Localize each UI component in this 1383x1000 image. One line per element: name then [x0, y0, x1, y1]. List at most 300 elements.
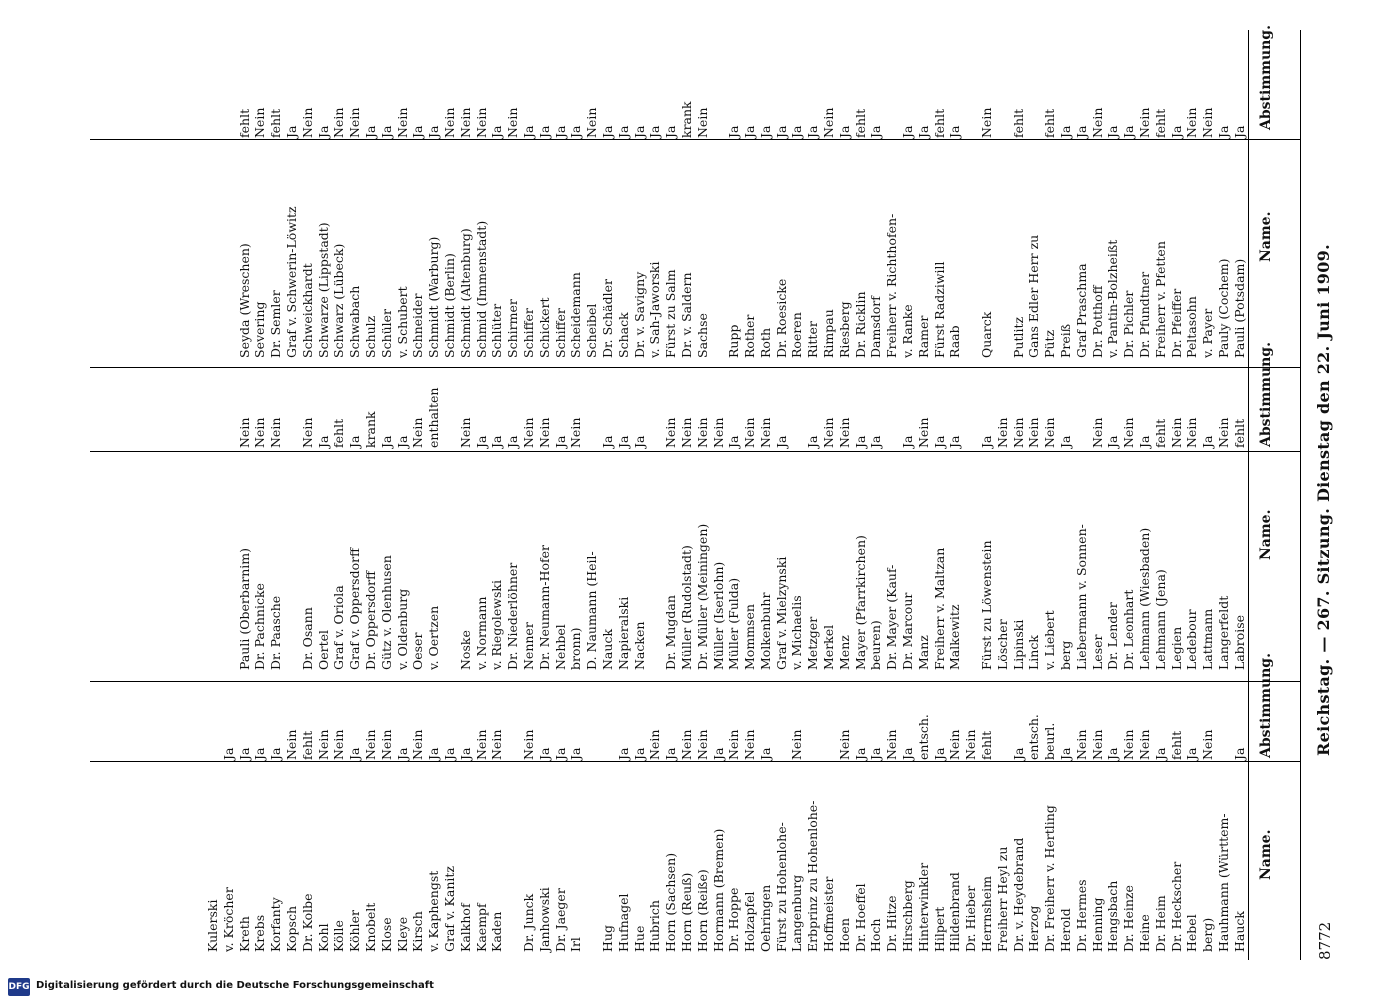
member-vote: Nein	[457, 107, 473, 138]
member-row	[805, 58, 821, 358]
member-vote: Nein	[947, 729, 963, 760]
member-vote: Nein	[331, 729, 347, 760]
member-name: Henning	[1089, 897, 1105, 952]
member-row	[1011, 370, 1027, 670]
member-name: v. Riegolewski	[489, 580, 505, 670]
col2-vote-header: Abstimmung.	[1258, 342, 1274, 447]
member-vote: Ja	[915, 125, 931, 138]
member-name: Graf v. Oppersdorff	[347, 548, 363, 670]
member-row	[331, 370, 347, 670]
member-row	[505, 58, 521, 358]
member-vote: Nein	[315, 729, 331, 760]
member-vote: Ja	[726, 125, 742, 138]
member-row	[1169, 682, 1185, 952]
member-name: Manz	[915, 635, 931, 670]
member-name: Dr. Hermes	[1073, 879, 1089, 952]
member-name: Freiherr v. Pfetten	[1152, 241, 1168, 358]
member-row	[442, 58, 458, 358]
member-row	[316, 370, 332, 670]
member-row	[979, 58, 995, 358]
member-name: Schulz	[362, 315, 378, 358]
member-vote: Nein	[362, 729, 378, 760]
member-vote: Ja	[505, 435, 521, 448]
member-row	[1184, 58, 1200, 358]
member-vote: Nein	[473, 729, 489, 760]
member-row	[221, 682, 237, 952]
member-name: Oeser	[410, 632, 426, 670]
member-vote: fehlt	[236, 108, 252, 138]
member-row	[300, 682, 316, 952]
member-vote: Ja	[1231, 125, 1247, 138]
member-row	[1074, 682, 1090, 952]
member-name: Knobelt	[362, 902, 378, 952]
member-name: Lipinski	[1010, 619, 1026, 670]
member-row	[979, 370, 995, 670]
member-vote: Nein	[536, 417, 552, 448]
member-vote: Ja	[1105, 747, 1121, 760]
member-name: Irl	[568, 937, 584, 952]
member-name: Dr. Junck	[520, 893, 536, 952]
member-row	[679, 370, 695, 670]
member-row	[316, 58, 332, 358]
member-vote: fehlt	[931, 108, 947, 138]
member-name: Graf v. Schwerin-Löwitz	[283, 206, 299, 358]
member-row	[347, 58, 363, 358]
member-row	[711, 58, 727, 358]
member-row	[853, 370, 869, 670]
member-name: Dr. Jaeger	[552, 888, 568, 952]
member-row	[868, 682, 884, 952]
member-row	[600, 682, 616, 952]
member-name: Schmid (Immenstadt)	[473, 220, 489, 358]
member-vote: Ja	[615, 435, 631, 448]
member-name: Janhowski	[536, 887, 552, 952]
member-row	[458, 682, 474, 952]
member-vote: Ja	[663, 747, 679, 760]
member-row	[663, 370, 679, 670]
member-vote: Nein	[394, 107, 410, 138]
member-name: Hoen	[836, 918, 852, 952]
member-row	[679, 58, 695, 358]
member-vote: Ja	[520, 125, 536, 138]
member-name: Linck	[1026, 635, 1042, 670]
member-vote: Nein	[836, 417, 852, 448]
member-vote: Ja	[489, 435, 505, 448]
member-row	[821, 58, 837, 358]
member-vote: Ja	[552, 435, 568, 448]
member-row	[347, 370, 363, 670]
member-vote: krank	[362, 411, 378, 448]
member-name: Labroise	[1231, 614, 1247, 670]
member-vote: Nein	[410, 729, 426, 760]
member-name: Peltasohn	[1184, 296, 1200, 358]
member-vote: Nein	[1137, 729, 1153, 760]
member-vote: Ja	[378, 435, 394, 448]
member-row	[474, 682, 490, 952]
member-vote: Ja	[236, 747, 252, 760]
member-vote: Ja	[1058, 125, 1074, 138]
member-vote: Nein	[268, 417, 284, 448]
member-row	[553, 58, 569, 358]
member-name: v. Oertzen	[426, 605, 442, 670]
member-name: Fürst zu Löwenstein	[979, 540, 995, 670]
member-name: Dr. v. Saldern	[678, 272, 694, 358]
member-row	[1184, 682, 1200, 952]
member-vote: Ja	[789, 125, 805, 138]
member-row	[600, 370, 616, 670]
member-name: Oehringen	[757, 884, 773, 952]
member-name: Hinterwinkler	[915, 862, 931, 952]
member-name: Ramer	[915, 315, 931, 358]
member-row	[395, 58, 411, 358]
member-name: Pauli (Potsdam)	[1231, 258, 1247, 358]
member-vote: Nein	[1073, 729, 1089, 760]
member-vote: Ja	[347, 747, 363, 760]
member-row	[647, 682, 663, 952]
digitization-note	[8, 978, 988, 996]
member-vote: Ja	[615, 747, 631, 760]
member-row	[300, 370, 316, 670]
member-row	[663, 682, 679, 952]
member-row	[1058, 682, 1074, 952]
member-row	[774, 370, 790, 670]
member-row	[789, 370, 805, 670]
member-vote: Ja	[805, 435, 821, 448]
member-vote: Ja	[726, 435, 742, 448]
member-vote: Ja	[1231, 747, 1247, 760]
member-name: Schwarz (Lübeck)	[331, 243, 347, 358]
member-row	[363, 370, 379, 670]
member-name: v. Oldenburg	[394, 588, 410, 670]
member-name: Kreth	[236, 916, 252, 952]
member-name: Gütz v. Olenhusen	[378, 555, 394, 670]
member-row	[284, 682, 300, 952]
member-row	[805, 370, 821, 670]
member-row	[758, 370, 774, 670]
member-name: Legien	[1168, 626, 1184, 670]
member-name: v. Pantin-Bolzheißt	[1105, 239, 1121, 358]
member-row	[1216, 370, 1232, 670]
member-row	[331, 682, 347, 952]
member-name: D. Naumann (Heil-	[584, 551, 600, 670]
member-name: Dr. Pfundtner	[1137, 271, 1153, 358]
member-name: Dr. Pichler	[1121, 290, 1137, 358]
member-row	[363, 682, 379, 952]
member-row	[300, 58, 316, 358]
member-name: Hufnagel	[615, 893, 631, 952]
member-name: Dr. Pfeiffer	[1168, 288, 1184, 358]
member-vote: Ja	[615, 125, 631, 138]
member-vote: Ja	[1152, 747, 1168, 760]
member-vote: Ja	[947, 435, 963, 448]
member-name: Lattmann	[1200, 608, 1216, 670]
member-row	[726, 682, 742, 952]
member-name: Fürst zu Hohenlohe-	[773, 822, 789, 952]
member-vote: Ja	[710, 747, 726, 760]
column-1-list	[205, 682, 1248, 952]
member-name: Müller (Iserlohn)	[710, 561, 726, 670]
member-vote: fehlt	[1152, 108, 1168, 138]
member-name: Schwarze (Lippstadt)	[315, 222, 331, 358]
member-name: Kaempf	[473, 903, 489, 952]
member-name: Hauhmann (Württem-	[1216, 813, 1231, 952]
member-vote: Ja	[836, 125, 852, 138]
member-name: Leser	[1089, 634, 1105, 670]
member-vote: Nein	[979, 107, 995, 138]
member-name: Seyda (Wreschen)	[236, 243, 252, 358]
member-vote: Nein	[678, 417, 694, 448]
member-name: Erbprinz zu Hohenlohe-	[805, 800, 821, 952]
member-row	[489, 58, 505, 358]
member-name: Fürst Radziwill	[931, 261, 947, 358]
member-name: Herrnsheim	[979, 875, 995, 952]
member-name: Metzger	[805, 616, 821, 670]
member-row	[695, 58, 711, 358]
member-name: Dr. Heinze	[1121, 885, 1137, 952]
member-name: Dr. Heim	[1152, 895, 1168, 952]
member-vote: Ja	[631, 747, 647, 760]
member-name: Dr. Roesicke	[773, 278, 789, 358]
member-vote: Ja	[536, 747, 552, 760]
member-vote: Ja	[394, 747, 410, 760]
member-vote: Nein	[1089, 107, 1105, 138]
member-vote: Nein	[299, 107, 315, 138]
member-name: Schmidt (Warburg)	[426, 236, 442, 358]
member-row	[726, 370, 742, 670]
member-name: Schweickhardt	[299, 263, 315, 358]
member-name: Dr. Pachnicke	[252, 583, 268, 670]
member-row	[426, 58, 442, 358]
member-vote: Ja	[979, 435, 995, 448]
member-name: Menz	[836, 635, 852, 670]
member-vote: Nein	[252, 417, 268, 448]
member-row	[363, 58, 379, 358]
member-row	[663, 58, 679, 358]
member-vote: Ja	[426, 747, 442, 760]
member-row	[805, 682, 821, 952]
member-vote: Ja	[410, 125, 426, 138]
member-row	[568, 370, 584, 670]
member-name: Schmidt (Berlin)	[441, 253, 457, 358]
member-row	[395, 370, 411, 670]
member-name: Dr. Hoeffel	[852, 883, 868, 952]
member-name: berg)	[1200, 917, 1216, 952]
member-vote: Nein	[1200, 729, 1216, 760]
member-row	[1121, 58, 1137, 358]
member-vote: Nein	[347, 107, 363, 138]
member-row	[284, 58, 300, 358]
member-vote: Ja	[599, 125, 615, 138]
member-name: Hildenbrand	[947, 872, 963, 952]
member-row	[963, 682, 979, 952]
member-vote: Ja	[805, 125, 821, 138]
member-vote: Ja	[631, 435, 647, 448]
member-row	[916, 370, 932, 670]
member-row	[995, 682, 1011, 952]
member-row	[379, 58, 395, 358]
member-row	[521, 682, 537, 952]
member-row	[884, 370, 900, 670]
member-vote: Ja	[599, 435, 615, 448]
member-name: Mommsen	[742, 604, 758, 670]
member-row	[410, 682, 426, 952]
member-row	[568, 682, 584, 952]
member-name: Liebermann v. Sonnen-	[1073, 524, 1089, 670]
member-vote: Nein	[410, 417, 426, 448]
member-name: Rimpau	[821, 309, 837, 358]
member-vote: Nein	[252, 107, 268, 138]
member-name: Dr. v. Savigny	[631, 271, 647, 358]
member-name: Raab	[947, 325, 963, 358]
member-name: Schmidt (Altenburg)	[457, 228, 473, 358]
member-row	[1232, 58, 1248, 358]
member-row	[1232, 370, 1248, 670]
member-vote: Nein	[331, 107, 347, 138]
member-name: Gans Edler Herr zu	[1026, 234, 1042, 358]
member-vote: Ja	[647, 125, 663, 138]
member-name: Löscher	[994, 619, 1010, 670]
member-row	[252, 682, 268, 952]
member-row	[1105, 682, 1121, 952]
member-vote: Ja	[426, 125, 442, 138]
member-row	[600, 58, 616, 358]
member-vote: Nein	[1200, 107, 1216, 138]
column-3-list	[237, 58, 1248, 358]
member-name: Dr. Kolbe	[299, 893, 315, 952]
member-row	[537, 682, 553, 952]
member-row	[474, 58, 490, 358]
member-row	[1216, 58, 1232, 358]
member-name: Krebs	[252, 914, 268, 952]
member-vote: Ja	[283, 125, 299, 138]
member-name: Dr. Paasche	[268, 595, 284, 670]
member-vote: Ja	[868, 125, 884, 138]
member-name: Schirmer	[505, 299, 521, 358]
col3-vote-header: Abstimmung.	[1258, 25, 1274, 130]
member-row	[474, 370, 490, 670]
member-name: v. Liebert	[1042, 610, 1058, 670]
member-vote: Nein	[663, 417, 679, 448]
member-row	[1026, 58, 1042, 358]
member-row	[1042, 682, 1058, 952]
member-row	[1026, 370, 1042, 670]
member-vote: Nein	[520, 417, 536, 448]
member-row	[1105, 370, 1121, 670]
member-vote: krank	[678, 101, 694, 138]
member-name: Graf v. Mielzynski	[773, 556, 789, 670]
member-row	[679, 682, 695, 952]
member-name: Dr. Hitze	[884, 895, 900, 952]
member-row	[632, 682, 648, 952]
member-row	[268, 682, 284, 952]
member-row	[505, 682, 521, 952]
page-title: Reichstag. — 267. Sitzung. Dienstag den 22. Juni 1909.	[1314, 244, 1333, 756]
dfg-logo: DFG	[8, 978, 30, 996]
member-name: v. Schubert	[394, 286, 410, 358]
member-row	[1042, 370, 1058, 670]
member-name: Malkewitz	[947, 604, 963, 670]
member-name: Dr. Potthoff	[1089, 285, 1105, 358]
member-vote: Nein	[1010, 417, 1026, 448]
member-vote: Ja	[473, 435, 489, 448]
member-row	[616, 682, 632, 952]
member-row	[379, 682, 395, 952]
member-row	[584, 370, 600, 670]
member-row	[1011, 682, 1027, 952]
header-rule	[1300, 30, 1301, 960]
member-row	[1090, 370, 1106, 670]
member-vote: Nein	[710, 417, 726, 448]
member-name: Sachse	[694, 313, 710, 358]
member-row	[853, 58, 869, 358]
member-row	[237, 682, 253, 952]
member-name: Rupp	[726, 324, 742, 358]
member-name: Schwabach	[347, 285, 363, 358]
member-name: v. Kröcher	[220, 887, 236, 952]
member-name: beuren)	[868, 620, 884, 670]
member-row	[395, 682, 411, 952]
member-row	[553, 370, 569, 670]
member-vote: Ja	[631, 125, 647, 138]
member-name: Graf Praschma	[1073, 263, 1089, 358]
member-row	[1216, 682, 1232, 952]
member-vote: Nein	[694, 417, 710, 448]
member-row	[1200, 370, 1216, 670]
member-name: Dr. Schädler	[599, 278, 615, 358]
member-name: Pütz	[1042, 329, 1058, 358]
member-vote: Nein	[1184, 107, 1200, 138]
member-name: Herold	[1058, 908, 1074, 952]
member-name: Hilpert	[931, 906, 947, 952]
member-vote: Nein	[694, 107, 710, 138]
member-name: Dr. Hieber	[963, 885, 979, 952]
member-row	[632, 370, 648, 670]
member-row	[821, 370, 837, 670]
member-name: v. Kaphengst	[426, 870, 442, 952]
member-name: Dr. Oppersdorff	[362, 571, 378, 670]
col3-name-header: Name.	[1258, 211, 1274, 262]
digitization-text: Digitalisierung gefördert durch die Deutsche Forschungsgemeinschaft	[36, 980, 434, 991]
member-row	[410, 370, 426, 670]
member-vote: Nein	[963, 729, 979, 760]
member-vote: Ja	[757, 747, 773, 760]
member-row	[884, 58, 900, 358]
member-vote: fehlt	[331, 418, 347, 448]
member-vote: Nein	[1121, 729, 1137, 760]
member-row	[1137, 58, 1153, 358]
member-name: Kaden	[489, 911, 505, 952]
member-row	[1153, 370, 1169, 670]
member-name: Riesberg	[836, 301, 852, 358]
member-row	[758, 682, 774, 952]
member-vote: Nein	[1121, 417, 1137, 448]
member-name: Freiherr v. Richthofen-	[884, 213, 900, 358]
member-name: Freiherr Heyl zu	[994, 846, 1010, 952]
member-row	[774, 58, 790, 358]
member-row	[1169, 58, 1185, 358]
member-row	[426, 682, 442, 952]
member-vote: Ja	[1216, 125, 1231, 138]
member-row	[205, 682, 221, 952]
member-vote: Ja	[489, 125, 505, 138]
member-name: Dr. Marcour	[900, 592, 916, 670]
member-vote: Ja	[852, 435, 868, 448]
member-name: Lehmann (Jena)	[1152, 569, 1168, 670]
member-name: Nenner	[520, 622, 536, 670]
member-row	[916, 58, 932, 358]
member-row	[742, 370, 758, 670]
member-vote: Nein	[1184, 417, 1200, 448]
